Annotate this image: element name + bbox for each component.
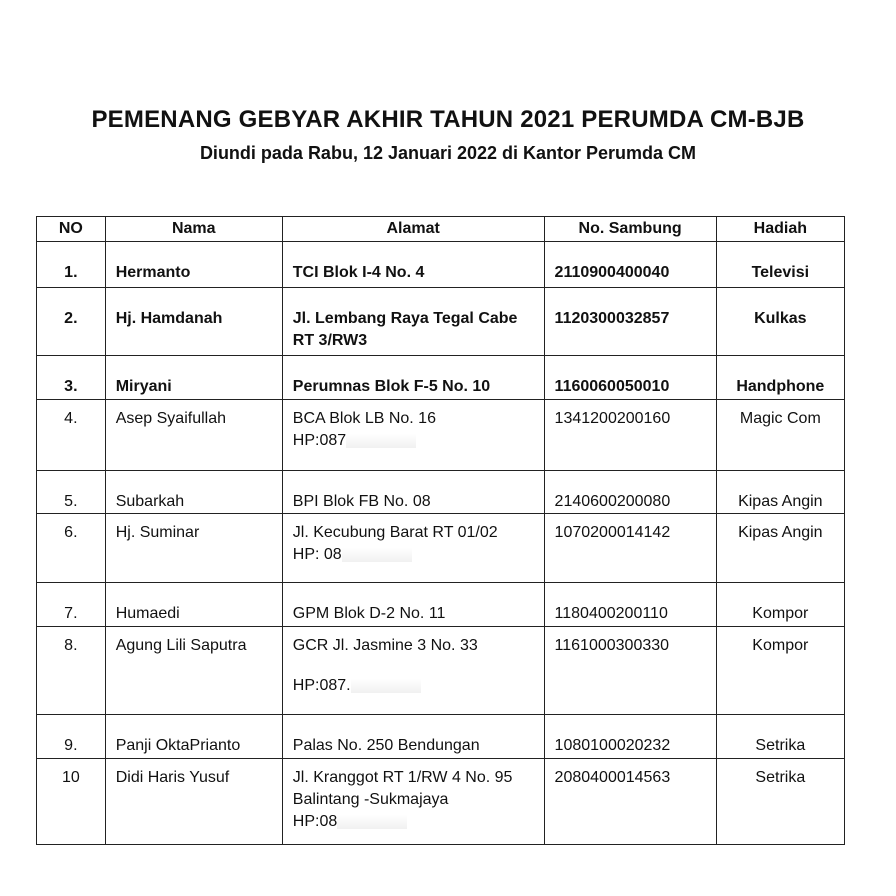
cell-no: 9. (37, 715, 106, 759)
winners-table (36, 216, 845, 845)
alamat-line: Balintang -Sukmajaya (292, 791, 449, 808)
cell-nama: Hj. Hamdanah (105, 288, 282, 356)
cell-no-sambung: 1070200014142 (544, 514, 716, 583)
table-row (37, 356, 845, 400)
cell-no: 6. (37, 514, 106, 583)
alamat-phone-line (293, 544, 534, 566)
alamat-line: GPM Blok D-2 No. 11 (292, 605, 446, 622)
cell-no: 5. (37, 471, 106, 514)
cell-nama: Humaedi (105, 583, 282, 627)
alamat-line: Perumnas Blok F-5 No. 10 (292, 378, 491, 395)
cell-hadiah: Setrika (716, 715, 844, 759)
cell-alamat (282, 715, 544, 759)
table-row (37, 400, 845, 471)
cell-no: 7. (37, 583, 106, 627)
alamat-line: TCI Blok I-4 No. 4 (292, 264, 425, 281)
table-row (37, 514, 845, 583)
redacted-phone (346, 434, 416, 448)
cell-nama: Hermanto (105, 242, 282, 288)
cell-hadiah: Kompor (716, 627, 844, 715)
cell-nama: Subarkah (105, 471, 282, 514)
alamat-line: Palas No. 250 Bendungan (292, 737, 480, 754)
cell-alamat (282, 627, 544, 715)
cell-no-sambung: 1180400200110 (544, 583, 716, 627)
cell-no-sambung: 2080400014563 (544, 759, 716, 845)
cell-alamat (282, 759, 544, 845)
redacted-phone (337, 815, 407, 829)
table-row (37, 288, 845, 356)
cell-alamat (282, 288, 544, 356)
cell-no: 3. (37, 356, 106, 400)
cell-no-sambung: 1080100020232 (544, 715, 716, 759)
alamat-phone-line (293, 675, 534, 697)
cell-no: 1. (37, 242, 106, 288)
alamat-line: Jl. Lembang Raya Tegal Cabe (292, 310, 518, 327)
cell-no-sambung: 2140600200080 (544, 471, 716, 514)
table-row (37, 583, 845, 627)
cell-no: 2. (37, 288, 106, 356)
cell-nama: Hj. Suminar (105, 514, 282, 583)
table-header-row (37, 217, 845, 242)
cell-hadiah: Handphone (716, 356, 844, 400)
cell-nama: Asep Syaifullah (105, 400, 282, 471)
cell-nama: Miryani (105, 356, 282, 400)
cell-hadiah: Magic Com (716, 400, 844, 471)
document-title: PEMENANG GEBYAR AKHIR TAHUN 2021 PERUMDA CM-BJB (91, 106, 805, 133)
cell-no-sambung: 1161000300330 (544, 627, 716, 715)
cell-hadiah: Kulkas (716, 288, 844, 356)
cell-hadiah: Kipas Angin (716, 514, 844, 583)
cell-no-sambung: 2110900400040 (544, 242, 716, 288)
table-row (37, 242, 845, 288)
cell-no-sambung: 1341200200160 (544, 400, 716, 471)
table-row (37, 627, 845, 715)
col-header-no-sambung: No. Sambung (544, 217, 716, 242)
alamat-line: RT 3/RW3 (292, 332, 368, 349)
alamat-line (293, 657, 534, 675)
alamat-phone-line (293, 811, 534, 833)
cell-hadiah: Kompor (716, 583, 844, 627)
cell-alamat (282, 400, 544, 471)
col-header-hadiah: Hadiah (716, 217, 844, 242)
cell-nama: Agung Lili Saputra (105, 627, 282, 715)
alamat-line: BPI Blok FB No. 08 (292, 493, 431, 510)
table-row (37, 759, 845, 845)
cell-alamat (282, 242, 544, 288)
alamat-phone: HP:08 (292, 813, 338, 830)
alamat-line: BCA Blok LB No. 16 (292, 410, 436, 427)
alamat-phone-line (293, 430, 534, 452)
cell-hadiah: Televisi (716, 242, 844, 288)
table-row (37, 471, 845, 514)
alamat-line: Jl. Kecubung Barat RT 01/02 (292, 524, 498, 541)
col-header-nama: Nama (105, 217, 282, 242)
cell-alamat (282, 514, 544, 583)
alamat-line: Jl. Kranggot RT 1/RW 4 No. 95 (292, 769, 513, 786)
cell-no-sambung: 1160060050010 (544, 356, 716, 400)
document-subtitle: Diundi pada Rabu, 12 Januari 2022 di Kantor Perumda CM (199, 143, 697, 163)
alamat-phone: HP:087. (292, 677, 351, 694)
alamat-phone: HP: 08 (292, 546, 342, 563)
table-row (37, 715, 845, 759)
cell-alamat (282, 356, 544, 400)
col-header-no: NO (37, 217, 106, 242)
cell-nama: Didi Haris Yusuf (105, 759, 282, 845)
cell-hadiah: Setrika (716, 759, 844, 845)
redacted-phone (342, 548, 412, 562)
cell-no-sambung: 1120300032857 (544, 288, 716, 356)
alamat-line: GCR Jl. Jasmine 3 No. 33 (292, 637, 478, 654)
cell-alamat (282, 471, 544, 514)
col-header-alamat: Alamat (282, 217, 544, 242)
cell-no: 8. (37, 627, 106, 715)
cell-nama: Panji OktaPrianto (105, 715, 282, 759)
cell-hadiah: Kipas Angin (716, 471, 844, 514)
alamat-phone: HP:087 (292, 432, 347, 449)
cell-no: 4. (37, 400, 106, 471)
redacted-phone (351, 679, 421, 693)
cell-alamat (282, 583, 544, 627)
cell-no: 10 (37, 759, 106, 845)
